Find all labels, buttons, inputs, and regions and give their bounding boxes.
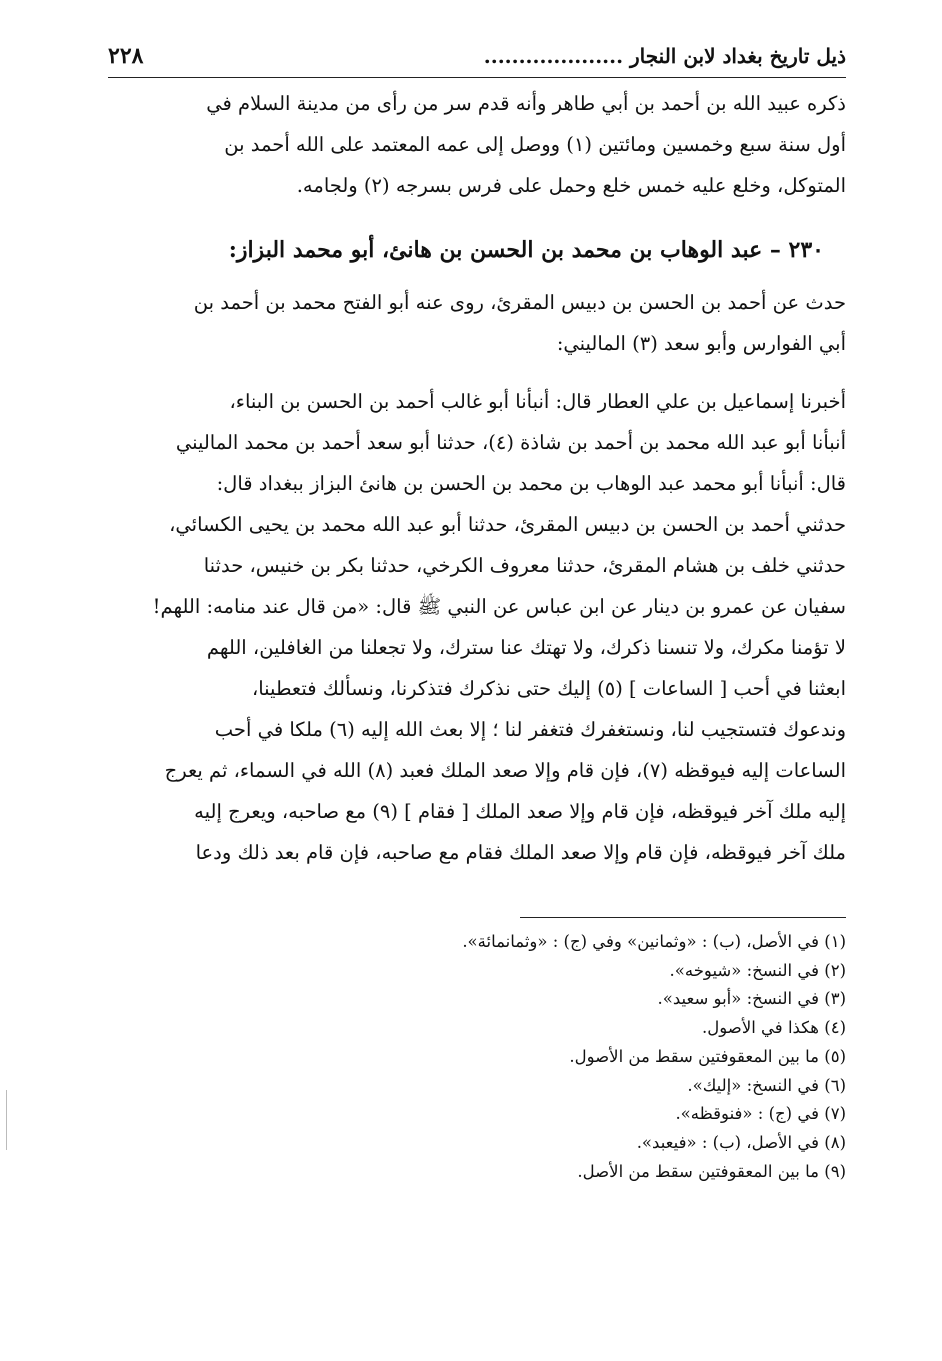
text-line: ذكره عبيد الله بن أحمد بن أبي طاهر وأنه قدم سر من رأى من مدينة السلام في [206,92,846,115]
page-number: ٢٢٨ [108,43,144,69]
text-line: إليه ملك آخر فيوقظه، فإن قام وإلا صعد الملك [ فقام ] (٩) مع صاحبه، ويعرج إليه [194,800,846,823]
footnote: (٥) ما بين المعقوفتين سقط من الأصول. [569,1046,846,1066]
footnote: (٢) في النسخ: «شيوخه». [669,960,846,980]
text-line: قال: أنبأنا أبو محمد عبد الوهاب بن محمد بن الحسن بن هانئ البزاز ببغداد قال: [216,472,846,495]
text-line: أخبرنا إسماعيل بن علي العطار قال: أنبأنا أبو غالب أحمد بن الحسن بن البناء، [229,390,846,413]
running-title: ذيل تاريخ بغداد لابن النجار .................... [483,44,846,68]
text-line: ملك آخر فيوقظه، فإن قام وإلا صعد الملك فقام مع صاحبه، فإن قام بعد ذلك ودعا [195,841,846,864]
text-line: سفيان عن عمرو بن دينار عن ابن عباس عن النبي ﷺ قال: «من قال عند منامه: اللهم! [152,595,846,618]
entry-paragraph-1 [108,282,846,364]
intro-paragraph [108,83,846,206]
footnote: (٤) هكذا في الأصول. [702,1018,846,1038]
scan-margin-mark [6,1090,7,1150]
text-line: أول سنة سبع وخمسين ومائتين (١) ووصل إلى عمه المعتمد على الله أحمد بن [224,133,846,156]
text-line: وندعوك فتستجيب لنا، ونستغفرك فتغفر لنا ؛ إلا بعث الله إليه (٦) ملكا في أحب [214,718,846,741]
footnote: (٣) في النسخ: «أبو سعيد». [657,989,846,1009]
text-line: أبي الفوارس وأبو سعد (٣) الماليني: [556,332,846,355]
footnote: (٧) في (ج) : «فنوقظه». [675,1104,846,1124]
entry-heading: ٢٣٠ – عبد الوهاب بن محمد بن الحسن بن هانئ، أبو محمد البزاز: [228,237,824,263]
footnote: (٩) ما بين المعقوفتين سقط من الأصل. [577,1161,846,1181]
text-line: حدثني أحمد بن الحسن بن دبيس المقرئ، حدثنا أبو عبد الله محمد بن يحيى الكسائي، [169,513,846,536]
text-line: أنبأنا أبو عبد الله محمد بن أحمد بن شاذة (٤)، حدثنا أبو سعد أحمد بن محمد الماليني [175,431,846,454]
text-line: ابعثنا في أحب [ الساعات ] (٥) إليك حتى نذكرك فتذكرنا، ونسألك فتعطينا، [251,677,846,700]
entry-paragraph-2 [108,381,846,873]
footnotes [108,928,846,1186]
header-rule [108,77,846,78]
page-header [108,36,846,76]
text-line: المتوكل، وخلع عليه خمس خلع وحمل على فرس بسرجه (٢) ولجامه. [296,174,846,197]
text-line: حدث عن أحمد بن الحسن بن دبيس المقرئ، روى عنه أبو الفتح محمد بن أحمد بن [193,291,846,314]
text-line: الساعات إليه فيوقظه (٧)، فإن قام وإلا صعد الملك فعبد (٨) الله في السماء، ثم يعرج [164,759,846,782]
footnote: (١) في الأصل، (ب) : «وثمانين» وفي (ج) : «وثمانمائة». [462,932,846,951]
footnote: (٦) في النسخ: «إليك». [687,1075,846,1095]
text-line: حدثني خلف بن هشام المقرئ، حدثنا معروف الكرخي، حدثنا بكر بن خنيس، حدثنا [203,554,846,577]
footnote: (٨) في الأصل، (ب) : «فيعبد». [636,1132,846,1152]
text-line: لا تؤمنا مكرك، ولا تنسنا ذكرك، ولا تهتك عنا سترك، ولا تجعلنا من الغافلين، اللهم [206,636,846,659]
footnote-separator [520,917,846,918]
